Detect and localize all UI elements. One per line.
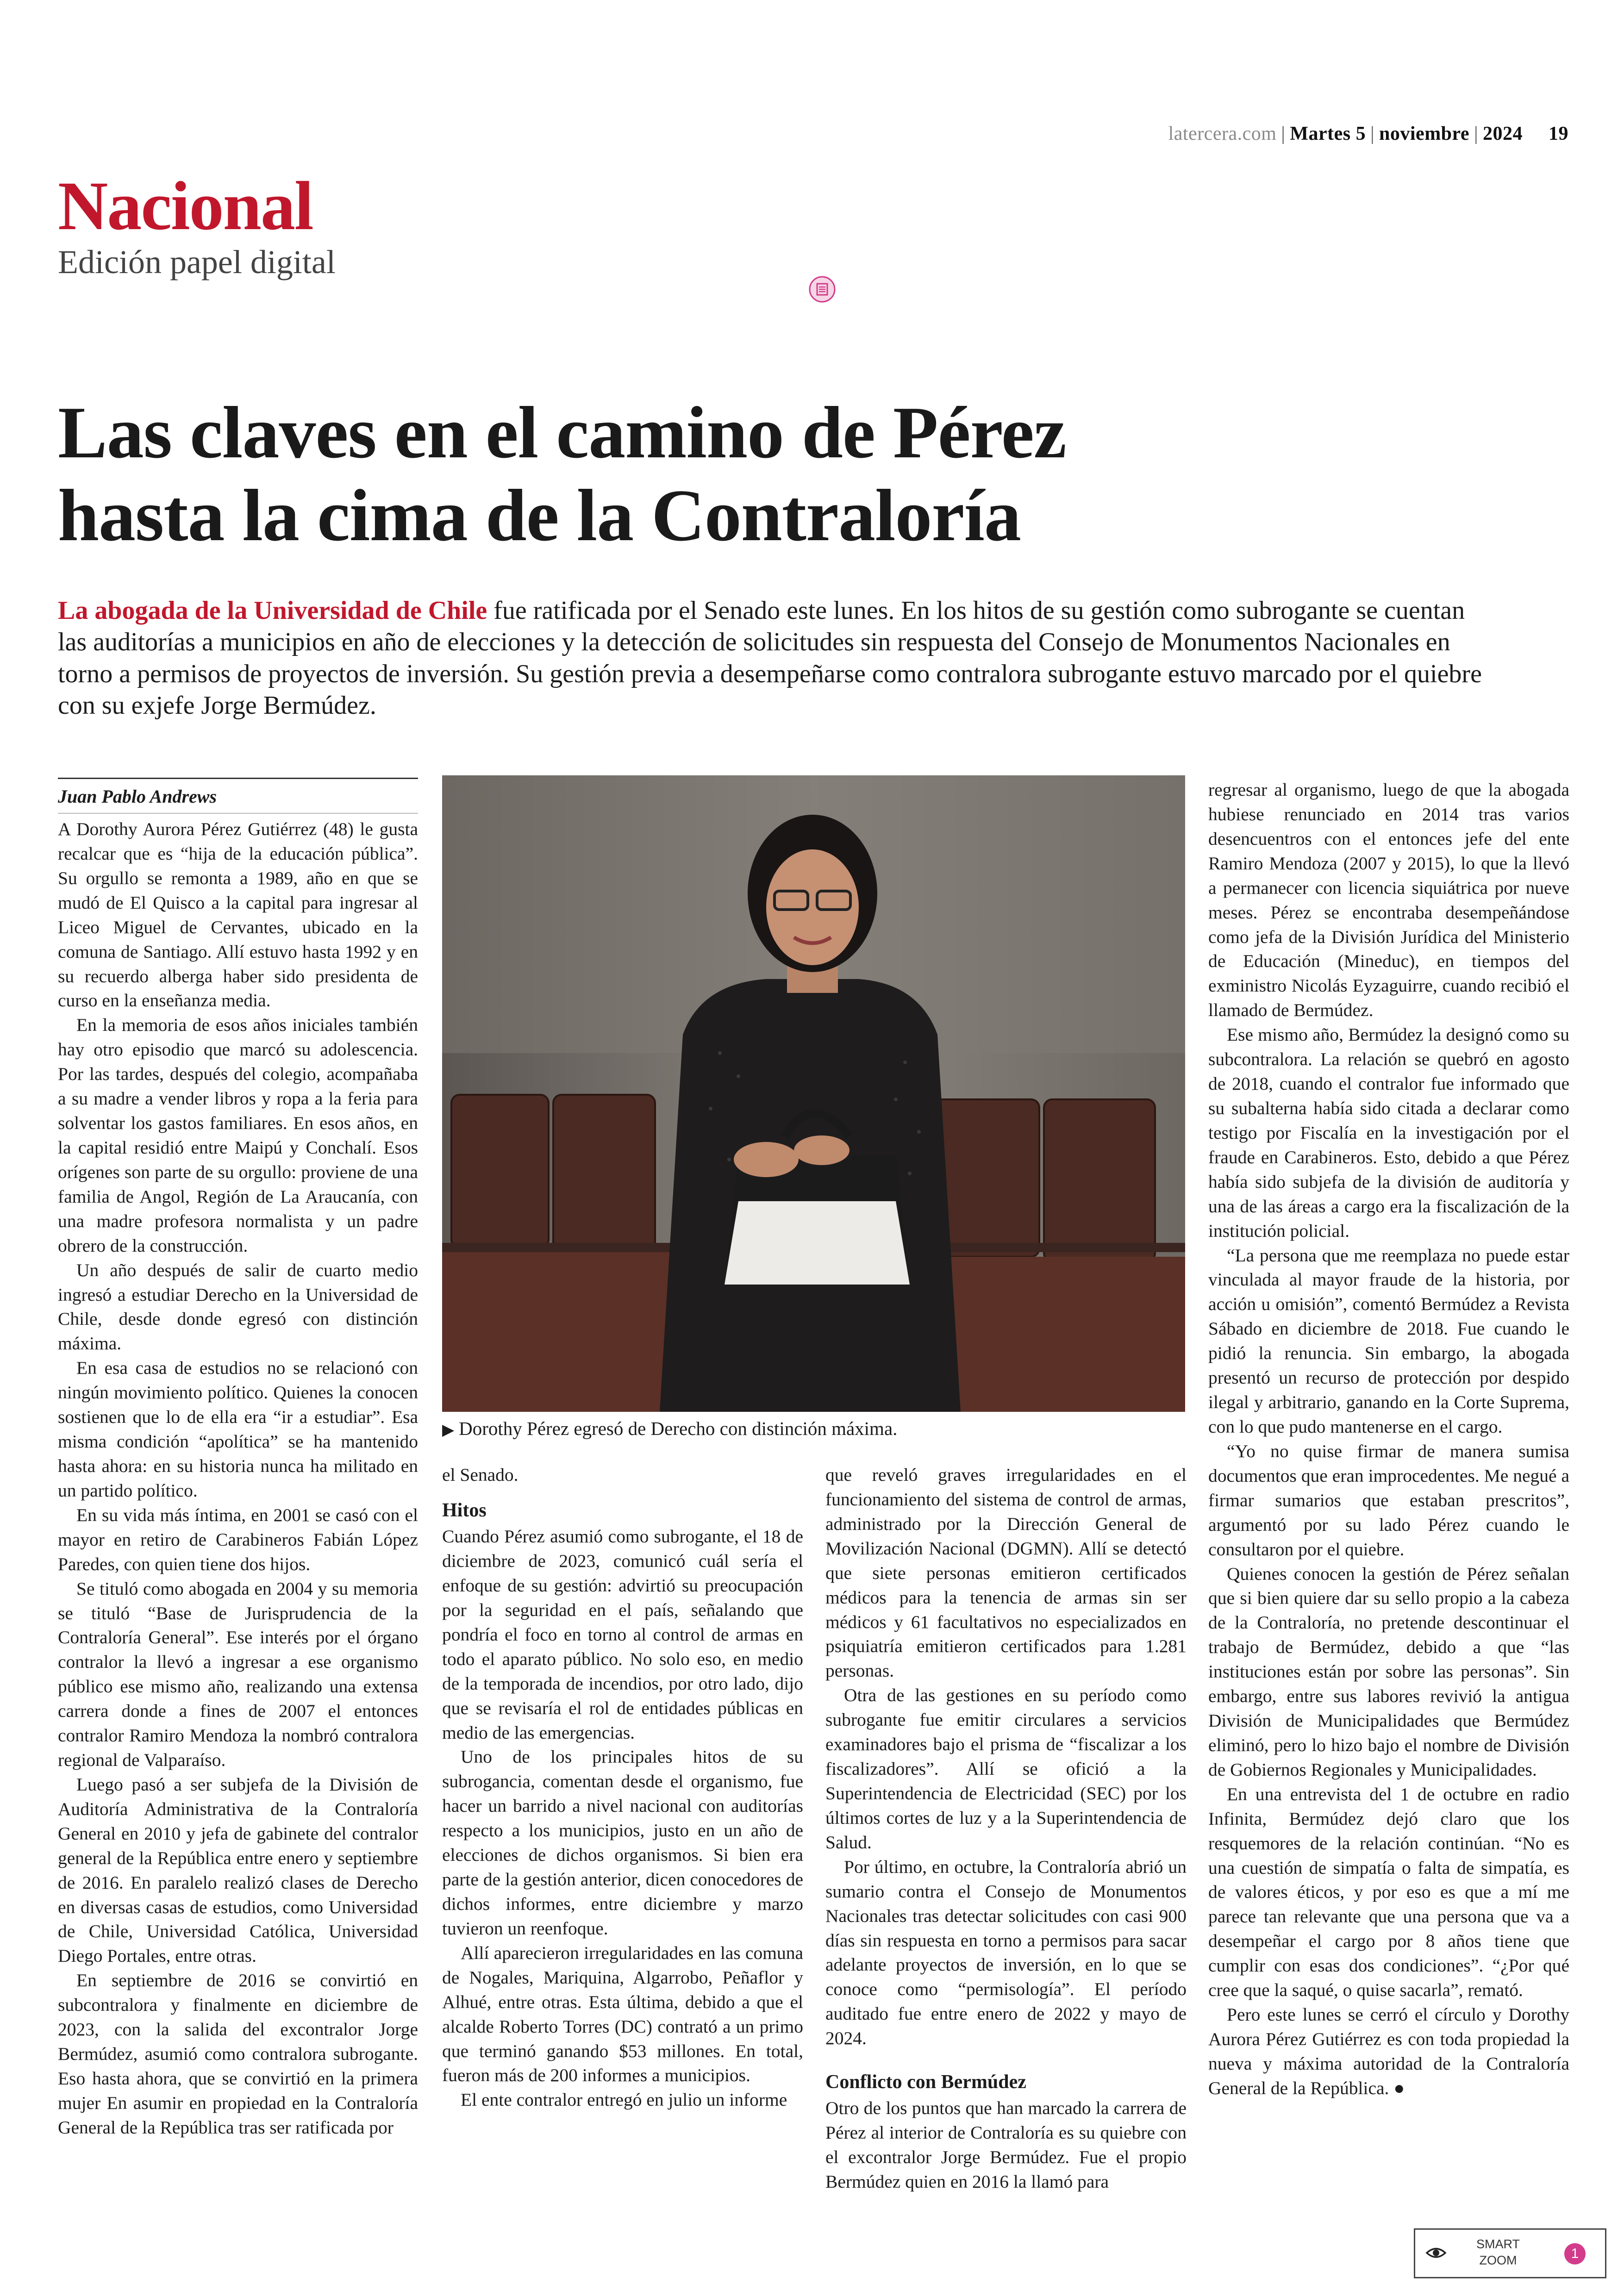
zoom-count-badge: 1 bbox=[1564, 2243, 1586, 2264]
paragraph: Uno de los principales hitos de su subrogancia, comentan desde el organismo, fue hacer un barrido a nivel nacional con auditorías respecto a los municipios, justo en un año de elecciones de dichos organismos. Si bien era parte de la gestión anterior, dicen conocedores de dichos informes, entre diciembre y marzo tuvieron un reenfoque. bbox=[442, 1746, 803, 1939]
paragraph: que reveló graves irregularidades en el funcionamiento del sistema de control de armas, administrado por la Dirección General de Movilización Nacional (DGMN). Allí se detectó que siete personas emitieron certificados médicos para la tenencia de armas sin ser médicos y 61 facultativos no especializados en psiquiatría emitieron certificados para 1.281 personas. bbox=[825, 1465, 1187, 1681]
paragraph: Luego pasó a ser subjefa de la División de Auditoría Administrativa de la Contraloría General en 2010 y jefa de gabinete del contralor general de la República entre enero y septiembre de 2016. En paralelo realizó clases de Derecho en diversas casas de estudios, como Universidad de Chile, Universidad Católica, Universidad Diego Portales, entre otras. bbox=[58, 1774, 418, 1966]
paragraph bbox=[1208, 2002, 1569, 2101]
photo-caption bbox=[442, 1417, 1185, 1440]
lead-highlight: La abogada de la Universidad de Chile bbox=[58, 596, 487, 625]
paragraph: Otra de las gestiones en su período como subrogante fue emitir circulares a servicios examinadores bajo el prisma de “fiscalizar a los fiscalizadores”. Allí se ofició a la Superintendencia de Electricidad (SEC) por los últimos cortes de luz y a la Superintendencia de Salud. bbox=[825, 1685, 1187, 1852]
subheading: Conflicto con Bermúdez bbox=[825, 2071, 1026, 2093]
separator: | bbox=[1281, 123, 1286, 144]
lead-text: fue ratificada por el Senado este lunes. En los hitos de su gestión como subrogante se cuentan las auditorías a municipios en año de elecciones y la detección de solicitudes sin respuesta del Consejo de Monumentos Nacionales en torno a permisos de proyectos de inversión. Su gestión previa a desempeñarse como contralora subrogante estuvo marcado por el quiebre con su exjefe Jorge Bermúdez. bbox=[58, 596, 1482, 720]
page-number: 19 bbox=[1549, 123, 1568, 144]
paragraph: regresar al organismo, luego de que la abogada hubiese renunciado en 2014 tras varios desencuentros con el entonces jefe del ente Ramiro Mendoza (2007 y 2015), lo que la llevó a permanecer con licencia siquiátrica por nueve meses. Pérez se encontraba desempeñándose como jefa de la División Jurídica del Ministerio de Educación (Mineduc), en tiempos del exministro Nicolás Eyzaguirre, cuando recibió el llamado de Bermúdez. bbox=[1208, 780, 1569, 1021]
separator: | bbox=[1370, 123, 1375, 144]
caption-text: Dorothy Pérez egresó de Derecho con distinción máxima. bbox=[459, 1418, 898, 1439]
section-title: Nacional bbox=[58, 168, 313, 244]
paragraph: Se tituló como abogada en 2004 y su memoria se tituló “Base de Jurisprudencia de la Contraloría General”. Ese interés por el órgano contralor la llevó a ingresar a ese organismo público ese mismo año, realizando una extensa carrera donde a fines de 2007 el entonces contralor Ramiro Mendoza la nombró contralora regional de Valparaíso. bbox=[58, 1578, 418, 1771]
paragraph: “La persona que me reemplaza no puede estar vinculada al mayor fraude de la historia, por acción u omisión”, comentó Bermúdez a Revista Sábado en diciembre de 2018. Fue cuando le pidió la renuncia. Sin embargo, la abogada presentó un recurso de protección por despido ilegal y arbitrario, ganando en la Corte Suprema, con lo que pudo mantenerse en el cargo. bbox=[1208, 1245, 1569, 1437]
subheading: Hitos bbox=[442, 1499, 487, 1521]
article-column-3 bbox=[825, 1463, 1187, 2194]
paragraph: Otro de los puntos que han marcado la carrera de Pérez al interior de Contraloría es su quiebre con el excontralor Jorge Bermúdez. Fue el propio Bermúdez quien en 2016 la llamó para bbox=[825, 2098, 1187, 2192]
article-column-4 bbox=[1208, 778, 1569, 2101]
smart-zoom-line: ZOOM bbox=[1479, 2253, 1517, 2268]
article-headline bbox=[58, 391, 1400, 557]
paragraph: “Yo no quise firmar de manera sumisa documentos que eran improcedentes. Me negué a firmar sumarios que estaban prescritos”, argumentó por su lado Pérez cuando le consultaron por el quiebre. bbox=[1208, 1441, 1569, 1559]
paragraph: En esa casa de estudios no se relacionó con ningún movimiento político. Quienes la conocen sostienen que lo de ella era “ir a estudiar”. Esa misma condición “apolítica” se ha mantenido hasta ahora: en su historia nunca ha militado en un partido político. bbox=[58, 1358, 418, 1501]
paragraph: A Dorothy Aurora Pérez Gutiérrez (48) le gusta recalcar que es “hija de la educación pública”. Su orgullo se remonta a 1989, año en que se mudó de El Quisco a la capital para ingresar al Liceo Miguel de Cervantes, ubicado en la comuna de Santiago. Allí estuvo hasta 1992 y en su recuerdo alberga haber sido presidenta de curso en la enseñanza media. bbox=[58, 819, 418, 1011]
byline: Juan Pablo Andrews bbox=[58, 778, 418, 814]
caption-arrow-icon: ▶ bbox=[442, 1422, 455, 1439]
end-mark: ● bbox=[1393, 2077, 1405, 2098]
paragraph: En su vida más íntima, en 2001 se casó con el mayor en retiro de Carabineros Fabián López Paredes, con quien tiene dos hijos. bbox=[58, 1504, 418, 1574]
smart-zoom-line: SMART bbox=[1476, 2237, 1520, 2251]
edition-icon[interactable] bbox=[808, 275, 836, 303]
section-subtitle: Edición papel digital bbox=[58, 243, 336, 281]
smart-zoom-button[interactable] bbox=[1414, 2228, 1606, 2278]
headline-line: hasta la cima de la Contraloría bbox=[58, 474, 1021, 557]
paragraph: En septiembre de 2016 se convirtió en subcontralora y finalmente en diciembre de 2023, con la salida del excontralor Jorge Bermúdez, asumió como contralora subrogante. Eso hasta ahora, que se convirtió en la primera mujer En asumir en propiedad en la Contraloría General de la República tras ser ratificada por bbox=[58, 1970, 418, 2138]
headline-line: Las claves en el camino de Pérez bbox=[58, 391, 1066, 474]
article-photo bbox=[442, 775, 1185, 1412]
paragraph: el Senado. bbox=[442, 1465, 518, 1485]
paragraph: El ente contralor entregó en julio un informe bbox=[461, 2089, 787, 2110]
article-lead bbox=[58, 595, 1484, 721]
date-year: 2024 bbox=[1483, 123, 1523, 144]
article-column-2 bbox=[442, 1463, 803, 2112]
date-day: Martes 5 bbox=[1290, 123, 1366, 144]
separator: | bbox=[1474, 123, 1478, 144]
paragraph-text: Pero este lunes se cerró el círculo y Dorothy Aurora Pérez Gutiérrez es con toda propiedad la nueva y máxima autoridad de la Contraloría General de la República. bbox=[1208, 2004, 1569, 2098]
page-header bbox=[1168, 123, 1568, 145]
eye-icon bbox=[1425, 2245, 1447, 2264]
paragraph: Cuando Pérez asumió como subrogante, el 18 de diciembre de 2023, comunicó cuál sería el enfoque de su gestión: advirtió su preocupación por la seguridad en el país, señalando que pondría el foco en torno al control de armas en todo el aparato público. No solo eso, en medio de la temporada de incendios, por otro lado, dijo que se revisaría el rol de entidades públicas en medio de las emergencias. bbox=[442, 1526, 803, 1743]
paragraph: En una entrevista del 1 de octubre en radio Infinita, Bermúdez dejó claro que los resquemores de la relación continúan. “No es una cuestión de simpatía o falta de simpatía, es de valores éticos, y por eso es que a mí me parece tan relevante que una persona que va a desempeñar el cargo por 8 años tiene que cumplir con esas dos condiciones”. “¿Por qué cree que la saqué, o quise sacarla”, remató. bbox=[1208, 1784, 1569, 2001]
smart-zoom-label bbox=[1476, 2236, 1520, 2269]
paragraph: Quienes conocen la gestión de Pérez señalan que si bien quiere dar su sello propio a la cabeza de la Contraloría, no pretende descontinuar el trabajo de Bermúdez, debido a que “las instituciones están por sobre las personas”. Sin embargo, entre sus labores revivió la antigua División de Municipalidades que Bermúdez eliminó, pero lo hizo bajo el nombre de División de Gobiernos Regionales y Municipalidades. bbox=[1208, 1563, 1569, 1780]
article-column-1 bbox=[58, 817, 418, 2140]
paragraph: Un año después de salir de cuarto medio ingresó a estudiar Derecho en la Universidad de Chile, desde donde egresó con distinción máxima. bbox=[58, 1260, 418, 1354]
paragraph: Por último, en octubre, la Contraloría abrió un sumario contra el Consejo de Monumentos Nacionales tras detectar solicitudes con casi 900 días sin respuesta en torno a permisos para sacar adelante proyectos de inversión, en lo que se conoce como “permisología”. El período auditado fue entre enero de 2022 y mayo de 2024. bbox=[825, 1856, 1187, 2049]
paragraph: En la memoria de esos años iniciales también hay otro episodio que marcó su adolescencia. Por las tardes, después del colegio, acompañaba a su madre a vender libros y ropa a la feria para solventar los gastos familiares. En esos años, en la capital residió entre Maipú y Conchalí. Esos orígenes son parte de su orgullo: proviene de una familia de Angol, Región de La Araucanía, con una madre profesora normalista y un padre obrero de la construcción. bbox=[58, 1015, 418, 1256]
site-name[interactable]: latercera.com bbox=[1168, 123, 1277, 144]
paragraph: Ese mismo año, Bermúdez la designó como su subcontralora. La relación se quebró en agosto de 2018, cuando el contralor fue informado que su subalterna había sido citada a declarar como testigo por Fiscalía en la investigación por el fraude en Carabineros. Esto, debido a que Pérez había sido subjefa de la división de auditoría y una de las áreas a cargo era la fiscalización de la institución policial. bbox=[1208, 1024, 1569, 1241]
date-month: noviembre bbox=[1379, 123, 1470, 144]
paragraph: Allí aparecieron irregularidades en las comuna de Nogales, Mariquina, Algarrobo, Peñaflor y Alhué, entre otras. Esta última, debido a que el alcalde Roberto Torres (DC) contrató a un primo que terminó ganando $53 millones. En total, fueron más de 200 informes a municipios. bbox=[442, 1942, 803, 2086]
